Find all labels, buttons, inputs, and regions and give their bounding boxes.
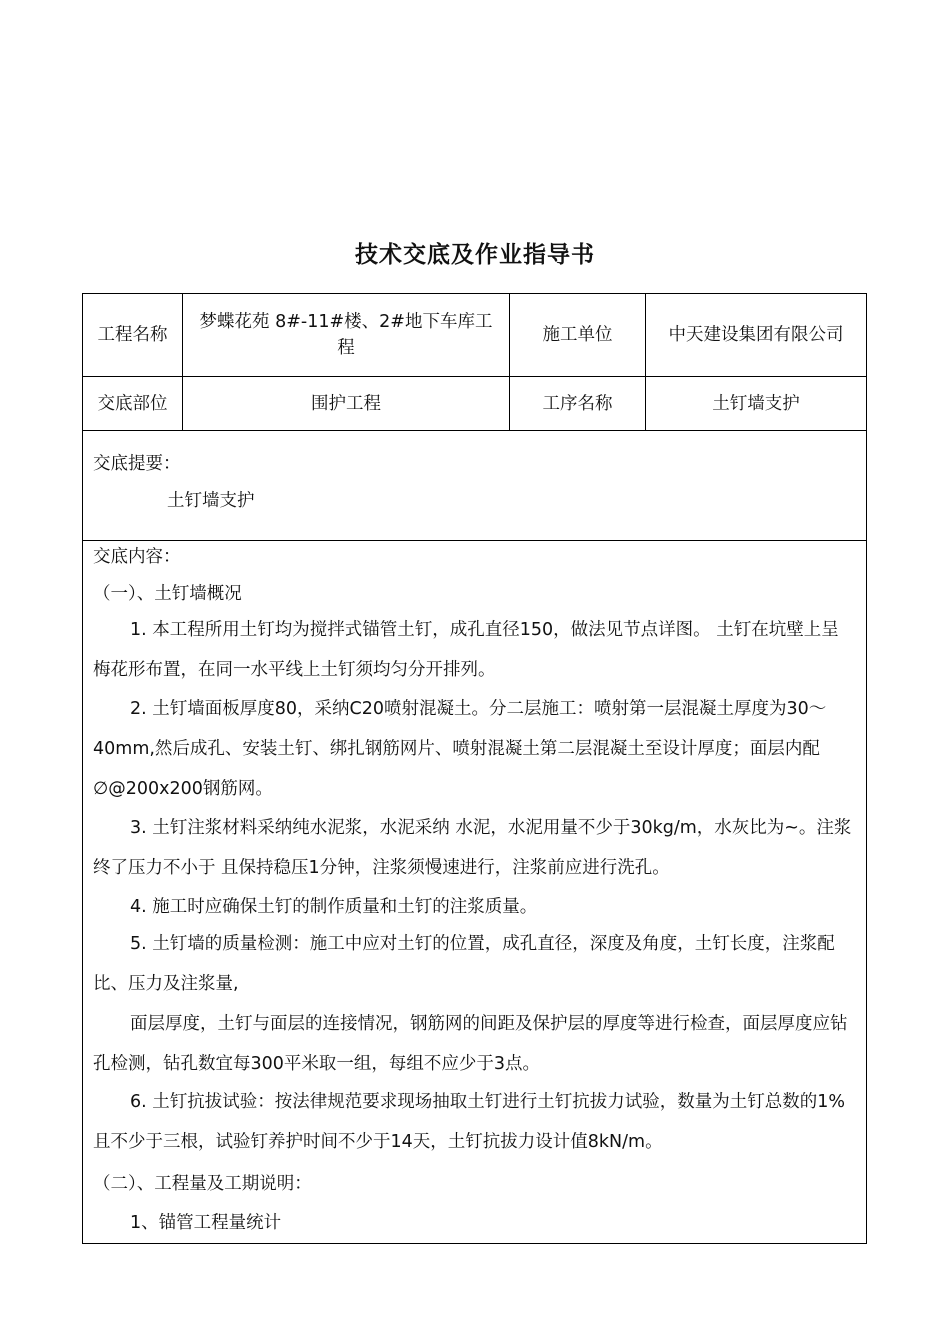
row-divider xyxy=(83,540,866,541)
section1-title: （一）、土钉墙概况 xyxy=(93,584,242,604)
item-1: 1. 本工程所用土钉均为搅拌式锚管土钉，成孔直径150，做法见节点详图。 土钉在坑壁上呈梅花形布置，在同一水平线上土钉须均匀分开排列。 xyxy=(93,620,839,680)
item-5-continued: 面层厚度，土钉与面层的连接情况，钢筋网的间距及保护层的厚度等进行检查，面层厚度应钻孔检测，钻孔数宜每300平米取一组，每组不应少于3点。 xyxy=(93,1014,848,1074)
item-2: 2. 土钉墙面板厚度80，采纳C20喷射混凝土。分二层施工：喷射第一层混凝土厚度为30～40mm,然后成孔、安装土钉、绑扎钢筋网片、喷射混凝土第二层混凝土至设计厚度；面层内配∅@200x200钢筋网。 xyxy=(93,699,827,799)
process-value: 土钉墙支护 xyxy=(712,393,800,414)
item-3: 3. 土钉注浆材料采纳纯水泥浆，水泥采纳 水泥，水泥用量不少于30kg/m，水灰比为~。注浆终了压力不小于 且保持稳压1分钟，注浆须慢速进行，注浆前应进行洗孔。 xyxy=(93,818,852,878)
project-name-label: 工程名称 xyxy=(97,325,168,345)
contractor-value: 中天建设集团有限公司 xyxy=(668,325,844,345)
contractor-label: 施工单位 xyxy=(542,325,613,345)
location-value: 围护工程 xyxy=(311,393,381,414)
disclosure-table xyxy=(82,293,867,1244)
section2-item-1: 1、锚管工程量统计 xyxy=(130,1213,282,1233)
content-label: 交底内容： xyxy=(93,547,181,567)
project-name-value: 梦蝶花苑 8#-11#楼、2#地下车库工程 xyxy=(199,312,493,358)
row-divider xyxy=(83,430,866,431)
item-5: 5. 土钉墙的质量检测：施工中应对土钉的位置，成孔直径，深度及角度，土钉长度，注浆配比、压力及注浆量, xyxy=(93,934,835,994)
summary-label: 交底提要： xyxy=(93,454,181,474)
location-label: 交底部位 xyxy=(97,393,168,414)
summary-text: 土钉墙支护 xyxy=(167,491,255,511)
section2-title: （二）、工程量及工期说明： xyxy=(93,1174,312,1194)
item-6: 6. 土钉抗拔试验：按法律规范要求现场抽取土钉进行土钉抗拔力试验，数量为土钉总数的1%且不少于三根，试验钉养护时间不少于14天，土钉抗拔力设计值8kN/m。 xyxy=(93,1092,846,1152)
document-title: 技术交底及作业指导书 xyxy=(355,242,595,268)
process-label: 工序名称 xyxy=(542,393,613,414)
item-4: 4. 施工时应确保土钉的制作质量和土钉的注浆质量。 xyxy=(130,897,538,917)
